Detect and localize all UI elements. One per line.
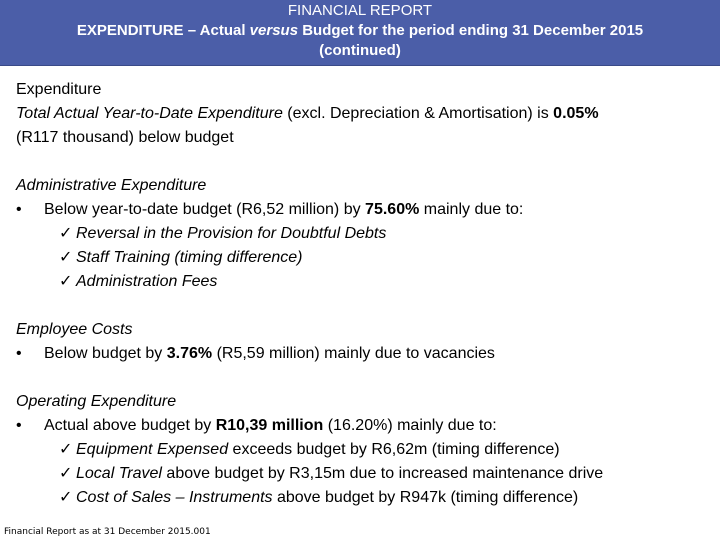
item-text: Reversal in the Provision for Doubtful Debts	[76, 225, 387, 242]
expenditure-summary-cont: (R117 thousand) below budget	[16, 129, 234, 146]
bullet-text: (16.20%) mainly due to:	[323, 417, 497, 434]
bullet-icon: •	[16, 345, 22, 362]
report-title: FINANCIAL REPORT	[287, 2, 433, 19]
expenditure-summary	[16, 102, 706, 126]
summary-percent: 0.05%	[553, 105, 599, 122]
administrative-bullet	[16, 198, 706, 222]
checkmark-icon: ✓	[59, 489, 73, 506]
operating-item	[16, 486, 706, 510]
administrative-item	[16, 270, 706, 294]
administrative-item	[16, 222, 706, 246]
bullet-icon: •	[16, 201, 22, 218]
summary-text: (excl. Depreciation & Amortisation) is	[282, 105, 554, 122]
operating-heading: Operating Expenditure	[16, 393, 177, 410]
item-label: Local Travel	[76, 465, 162, 482]
checkmark-icon: ✓	[59, 441, 73, 458]
subtitle-part: EXPENDITURE – Actual	[76, 22, 250, 39]
item-text: exceeds budget by R6,62m (timing difference)	[228, 441, 560, 458]
item-text: above budget by R3,15m due to increased maintenance drive	[161, 465, 604, 482]
administrative-heading: Administrative Expenditure	[16, 177, 207, 194]
bullet-amount: R10,39 million	[215, 417, 324, 434]
bullet-percent: 75.60%	[365, 201, 420, 218]
bullet-text: Below year-to-date budget (R6,52 million) by	[44, 201, 366, 218]
bullet-text: mainly due to:	[419, 201, 524, 218]
checkmark-icon: ✓	[59, 225, 73, 242]
report-subtitle	[0, 20, 720, 41]
slide-body	[16, 78, 706, 510]
bullet-text: (R5,59 million) mainly due to vacancies	[212, 345, 495, 362]
administrative-item	[16, 246, 706, 270]
item-text: Staff Training (timing difference)	[76, 249, 303, 266]
bullet-text: Below budget by	[44, 345, 167, 362]
summary-label: Total Actual Year-to-Date Expenditure	[16, 105, 283, 122]
checkmark-icon: ✓	[59, 465, 73, 482]
footer-note: Financial Report as at 31 December 2015.001	[4, 527, 211, 537]
employee-heading: Employee Costs	[16, 321, 133, 338]
operating-item	[16, 438, 706, 462]
bullet-percent: 3.76%	[166, 345, 213, 362]
bullet-icon: •	[16, 417, 22, 434]
item-text: above budget by R947k (timing difference)	[272, 489, 579, 506]
header-banner	[0, 0, 720, 66]
checkmark-icon: ✓	[59, 249, 73, 266]
employee-bullet	[16, 342, 706, 366]
item-label: Equipment Expensed	[76, 441, 229, 458]
subtitle-part: Budget for the period ending 31 December 2015	[298, 22, 644, 39]
operating-bullet	[16, 414, 706, 438]
bullet-text: Actual above budget by	[44, 417, 216, 434]
item-label: Cost of Sales – Instruments	[76, 489, 273, 506]
expenditure-heading: Expenditure	[16, 81, 102, 98]
checkmark-icon: ✓	[59, 273, 73, 290]
subtitle-versus: versus	[249, 22, 299, 39]
report-continued: (continued)	[319, 42, 401, 59]
item-text: Administration Fees	[76, 273, 218, 290]
operating-item	[16, 462, 706, 486]
